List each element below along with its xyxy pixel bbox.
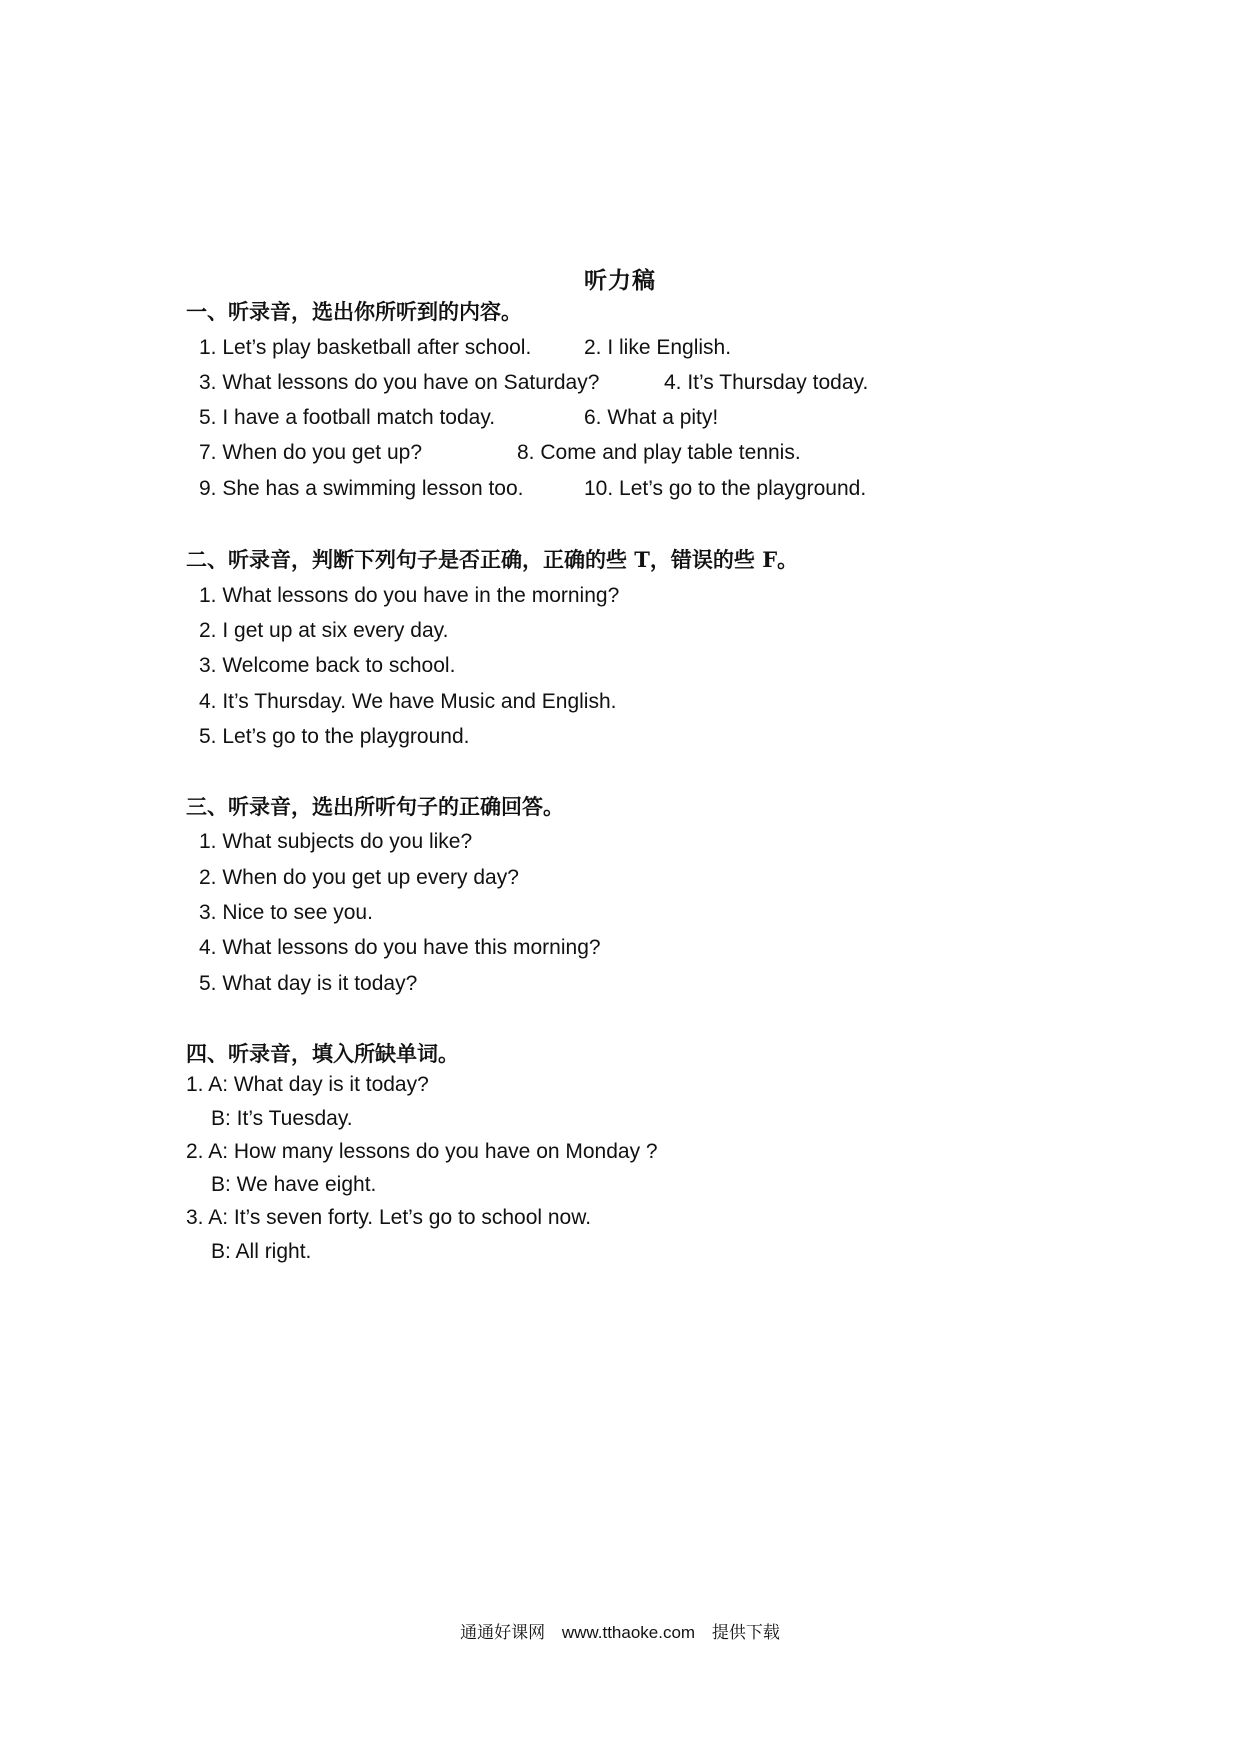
dialog-2-question: 2. A: How many lessons do you have on Monday ? <box>186 1140 658 1163</box>
section-2-item-3: 3. Welcome back to school. <box>199 654 456 677</box>
section-3-item-2: 2. When do you get up every day? <box>199 866 519 889</box>
section-1-item-4: 4. It’s Thursday today. <box>664 371 869 394</box>
section-2-item-1: 1. What lessons do you have in the morning? <box>199 584 620 607</box>
section-2-heading: 二、听录音，判断下列句子是否正确，正确的些 T，错误的些 F。 <box>186 547 799 572</box>
section-1-item-10: 10. Let’s go to the playground. <box>584 477 867 500</box>
section-3-heading: 三、听录音，选出所听句子的正确回答。 <box>186 794 564 819</box>
footer-url-link[interactable]: www.tthaoke.com <box>561 1623 696 1642</box>
section-2-item-5: 5. Let’s go to the playground. <box>199 725 470 748</box>
section-3-item-1: 1. What subjects do you like? <box>199 830 473 853</box>
dialog-3-question: 3. A: It’s seven forty. Let’s go to school now. <box>186 1206 592 1229</box>
section-1-item-1: 1. Let’s play basketball after school. <box>199 336 532 359</box>
section-2-item-4: 4. It’s Thursday. We have Music and English. <box>199 690 617 713</box>
page-title: 听力稿 <box>584 267 656 294</box>
section-1-item-7: 7. When do you get up? <box>199 441 422 464</box>
section-1-item-2: 2. I like English. <box>584 336 732 359</box>
section-3-item-3: 3. Nice to see you. <box>199 901 373 924</box>
dialog-1-answer: B: It’s Tuesday. <box>211 1107 353 1130</box>
section-1-heading: 一、听录音，选出你所听到的内容。 <box>186 299 522 324</box>
dialog-2-answer: B: We have eight. <box>211 1173 377 1196</box>
section-1-item-5: 5. I have a football match today. <box>199 406 496 429</box>
section-1-item-6: 6. What a pity! <box>584 406 719 429</box>
section-3-item-5: 5. What day is it today? <box>199 972 418 995</box>
dialog-3-answer: B: All right. <box>211 1240 312 1263</box>
section-1-item-9: 9. She has a swimming lesson too. <box>199 477 524 500</box>
page-footer <box>0 1618 1240 1643</box>
dialog-1-question: 1. A: What day is it today? <box>186 1073 429 1096</box>
section-4-heading: 四、听录音，填入所缺单词。 <box>186 1041 459 1066</box>
section-1-item-3: 3. What lessons do you have on Saturday? <box>199 371 600 394</box>
section-3-item-4: 4. What lessons do you have this morning? <box>199 936 601 959</box>
section-2-item-2: 2. I get up at six every day. <box>199 619 449 642</box>
section-1-item-8: 8. Come and play table tennis. <box>517 441 801 464</box>
footer-suffix: 提供下载 <box>711 1623 780 1642</box>
footer-site-name: 通通好课网 <box>460 1623 546 1642</box>
